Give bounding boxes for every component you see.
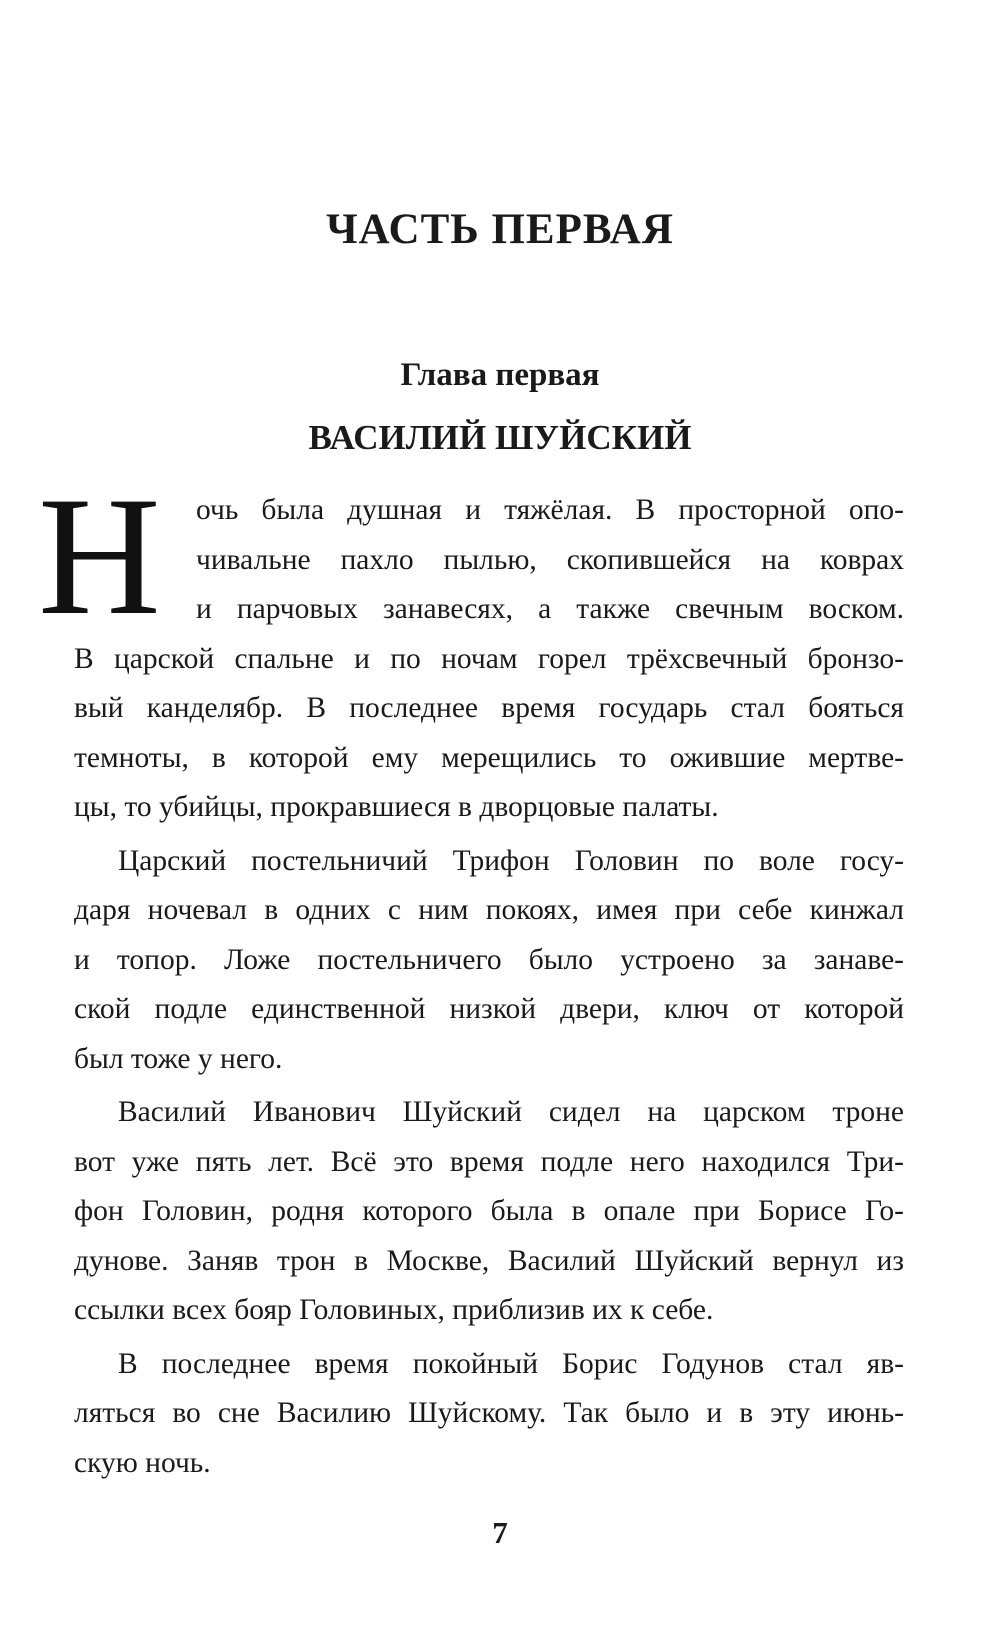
text-line: был тоже у него.	[74, 1042, 283, 1075]
text-line: ской подле единственной низкой двери, ключ от которой	[74, 993, 904, 1025]
text-line: скую ночь.	[74, 1446, 211, 1479]
text-line: чивальне пахло пылью, скопившейся на коврах	[196, 543, 904, 576]
text-line: и топор. Ложе постельничего было устроено за занаве-	[74, 943, 904, 976]
text-line: вот уже пять лет. Всё это время подле него находился Три-	[74, 1145, 904, 1178]
text-line: даря ночевал в одних с ним покоях, имея при себе кинжал	[74, 894, 904, 926]
text-line: очь была душная и тяжёлая. В просторной опо-	[196, 494, 904, 526]
chapter-title: ВАСИЛИЙ ШУЙСКИЙ	[308, 418, 692, 457]
paragraph	[74, 486, 904, 833]
text-line: вый канделябр. В последнее время государь стал бояться	[74, 692, 904, 724]
text-line: дунове. Заняв трон в Москве, Василий Шуйский вернул из	[74, 1244, 904, 1277]
text-line: фон Головин, родня которого была в опале при Борисе Го-	[74, 1195, 904, 1227]
body-text	[74, 486, 904, 1488]
text-line: ссылки всех бояр Головиных, приблизив их к себе.	[74, 1294, 714, 1326]
paragraph	[74, 837, 904, 1085]
drop-cap: Н	[38, 462, 161, 650]
paragraph	[74, 1088, 904, 1336]
text-line: Василий Иванович Шуйский сидел на царском троне	[118, 1096, 904, 1128]
part-title: ЧАСТЬ ПЕРВАЯ	[326, 206, 674, 253]
text-line: и парчовых занавесях, а также свечным воском.	[196, 593, 904, 625]
chapter-number: Глава первая	[400, 357, 600, 393]
paragraph	[74, 1340, 904, 1489]
text-line: В последнее время покойный Борис Годунов стал яв-	[118, 1347, 904, 1380]
page-number: 7	[492, 1515, 508, 1550]
text-line: ляться во сне Василию Шуйскому. Так было и в эту июнь-	[74, 1397, 904, 1429]
text-line: темноты, в которой ему мерещились то ожившие мертве-	[74, 741, 904, 774]
text-line: Царский постельничий Трифон Головин по воле госу-	[118, 844, 904, 877]
text-line: цы, то убийцы, прокравшиеся в дворцовые палаты.	[74, 791, 719, 823]
text-line: В царской спальне и по ночам горел трёхсвечный бронзо-	[74, 642, 904, 675]
